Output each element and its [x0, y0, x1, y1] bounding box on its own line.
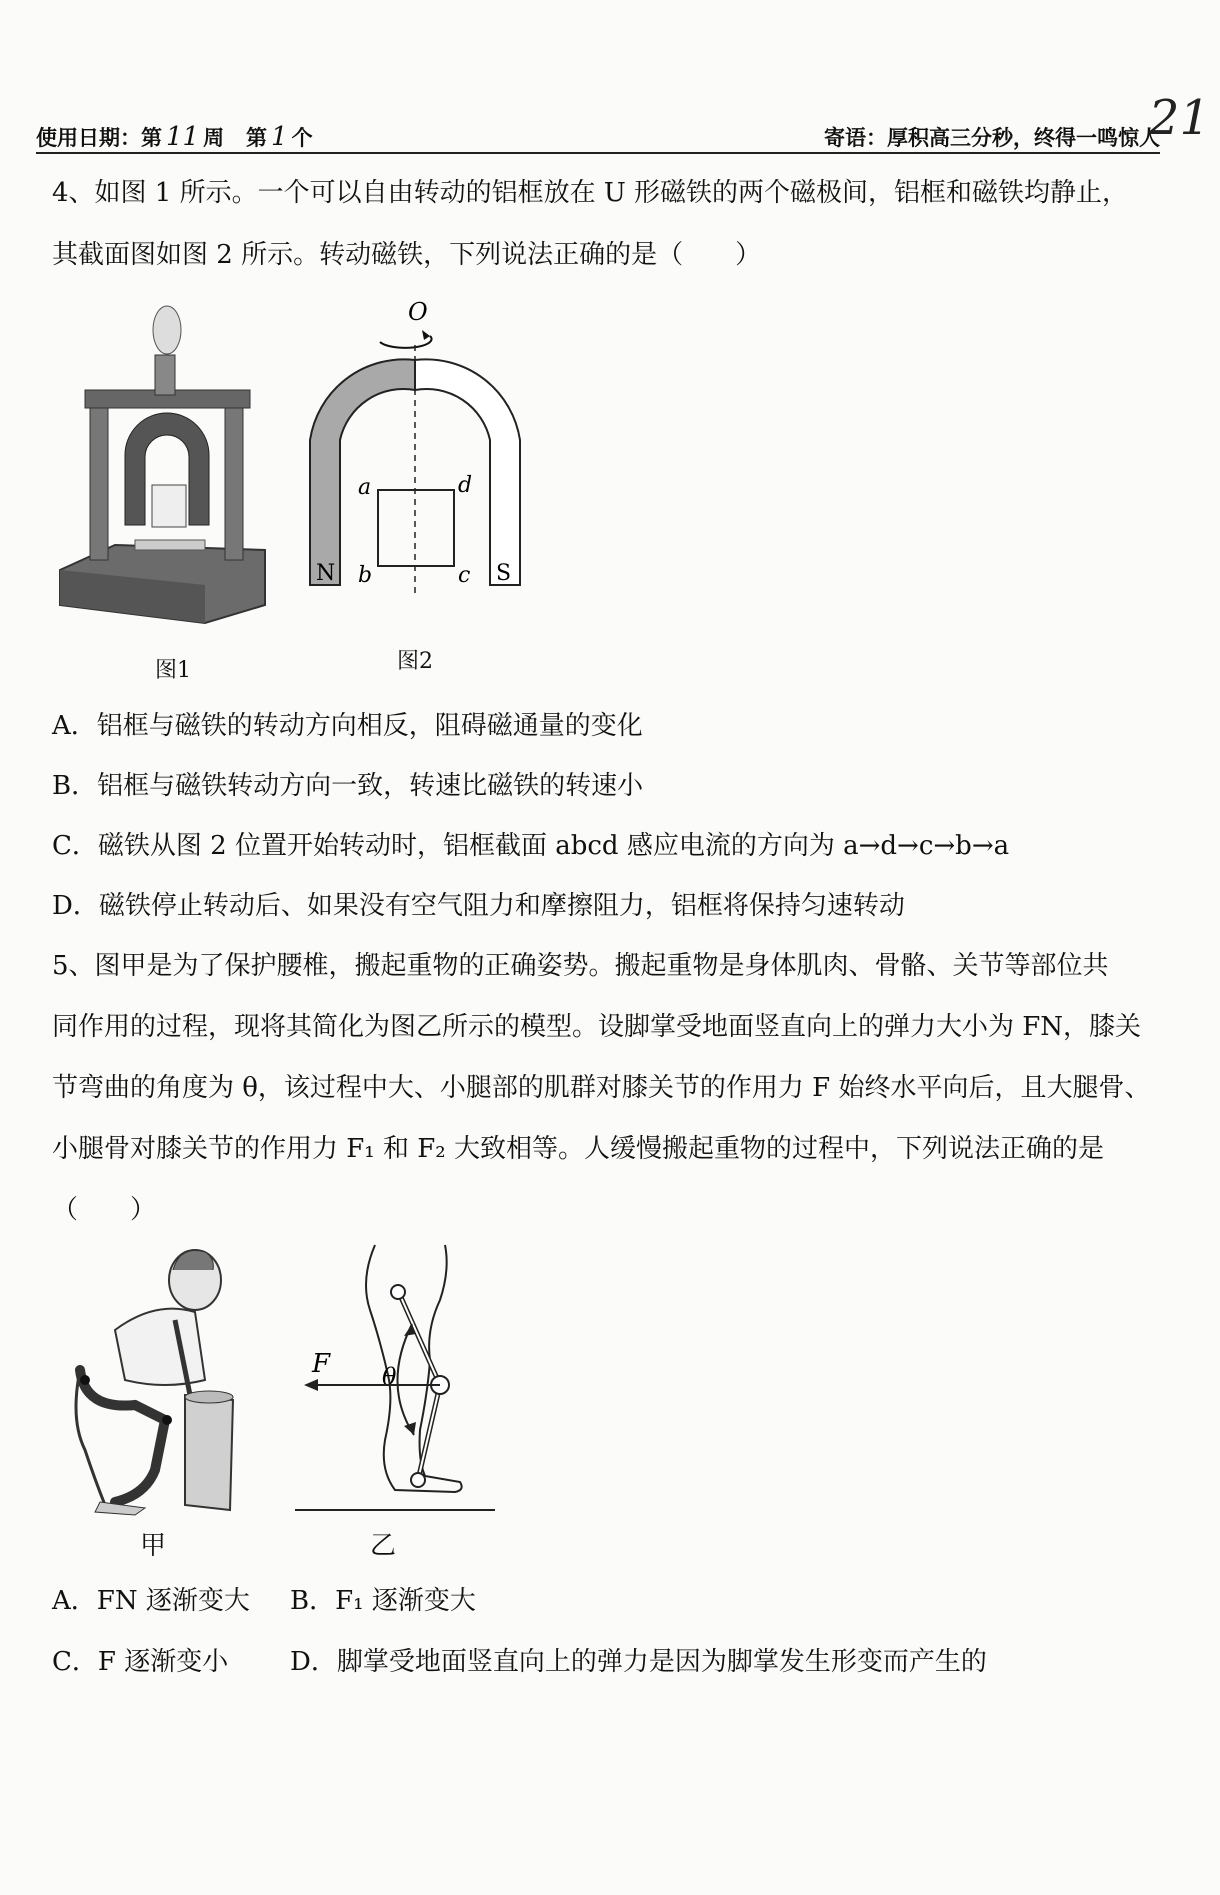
q5-figure-jia-person: [55, 1240, 245, 1525]
q4-option-d: D．磁铁停止转动后、如果没有空气阻力和摩擦阻力，铝框将保持匀速转动: [52, 891, 905, 921]
force-f-label: F: [312, 1349, 331, 1379]
usage-date-prefix: 使用日期：第: [36, 126, 162, 150]
angle-theta-label: θ: [382, 1363, 397, 1391]
q4-stem-line2: 其截面图如图 2 所示。转动磁铁，下列说法正确的是（ ）: [52, 240, 762, 270]
q5-stem-line5: （ ）: [52, 1195, 157, 1225]
q5-option-c: C．F 逐渐变小: [52, 1647, 229, 1677]
corner-a-label: a: [358, 475, 372, 500]
q5-option-b: B．F₁ 逐渐变大: [290, 1586, 476, 1616]
count-label: 个: [291, 126, 313, 150]
corner-d-label: d: [458, 473, 473, 498]
week-number: 11: [166, 122, 200, 152]
q4-option-a: A．铝框与磁铁的转动方向相反，阻碍磁通量的变化: [52, 711, 643, 741]
q4-figure1-caption: 图1: [155, 658, 191, 683]
q5-option-a: A．FN 逐渐变大: [52, 1586, 250, 1616]
handwritten-score: 21: [1148, 90, 1210, 146]
q5-figure-yi-leg-model: [290, 1240, 510, 1525]
count-number: 1: [271, 122, 288, 152]
usage-date: [36, 122, 313, 152]
q5-figure-jia-caption: 甲: [140, 1531, 167, 1561]
q5-stem-line2: 同作用的过程，现将其简化为图乙所示的模型。设脚掌受地面竖直向上的弹力大小为 FN，膝关: [52, 1012, 1142, 1042]
week-label: 周: [203, 126, 225, 150]
count-prefix: 第: [246, 126, 268, 150]
q5-stem-line1: 5、图甲是为了保护腰椎，搬起重物的正确姿势。搬起重物是身体肌肉、骨骼、关节等部位共: [52, 951, 1109, 981]
corner-c-label: c: [458, 563, 471, 588]
q5-stem-line4: 小腿骨对膝关节的作用力 F₁ 和 F₂ 大致相等。人缓慢搬起重物的过程中，下列说法正确的是: [52, 1134, 1104, 1164]
q5-option-d: D．脚掌受地面竖直向上的弹力是因为脚掌发生形变而产生的: [290, 1647, 987, 1677]
q4-option-c: C．磁铁从图 2 位置开始转动时，铝框截面 abcd 感应电流的方向为 a→d→c→b→a: [52, 831, 1010, 861]
q4-figure2-cross-section: [300, 300, 530, 600]
q4-option-b: B．铝框与磁铁转动方向一致，转速比磁铁的转速小: [52, 771, 644, 801]
page-header: [36, 118, 1160, 154]
q5-stem-line3: 节弯曲的角度为 θ，该过程中大、小腿部的肌群对膝关节的作用力 F 始终水平向后，且大腿骨、: [52, 1073, 1151, 1103]
north-pole-label: N: [316, 561, 336, 586]
q4-stem-line1: 4、如图 1 所示。一个可以自由转动的铝框放在 U 形磁铁的两个磁极间，铝框和磁铁均静止，: [52, 178, 1129, 208]
motto: 寄语：厚积高三分秒，终得一鸣惊人: [824, 126, 1160, 150]
axis-label: O: [408, 300, 428, 326]
q4-figure1-apparatus: [55, 305, 270, 630]
q4-figure2-caption: 图2: [397, 649, 433, 674]
q5-figure-yi-caption: 乙: [370, 1531, 397, 1561]
south-pole-label: S: [496, 561, 512, 586]
corner-b-label: b: [358, 563, 373, 588]
